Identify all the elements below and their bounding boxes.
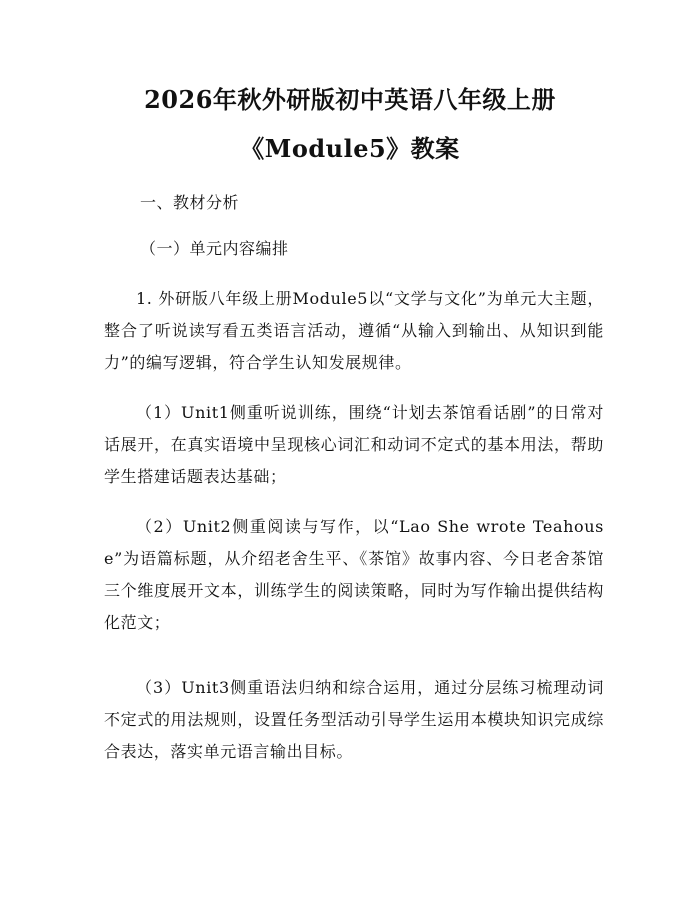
- document-title-line-1: 2026年秋外研版初中英语八年级上册: [144, 85, 556, 114]
- document-title-line-2: 《Module5》教案: [240, 134, 460, 163]
- paragraph-unit3: （3）Unit3侧重语法归纳和综合运用，通过分层练习梳理动词不定式的用法规则，设置任务型活动引导学生运用本模块知识完成综合表达，落实单元语言输出目标。: [104, 678, 604, 761]
- paragraph-overview: 1. 外研版八年级上册Module5以“文学与文化”为单元大主题，整合了听说读写看五类语言活动，遵循“从输入到输出、从知识到能力”的编写逻辑，符合学生认知发展规律。: [104, 289, 604, 372]
- section-heading: 一、教材分析: [140, 193, 240, 212]
- paragraph-unit2: （2）Unit2侧重阅读与写作，以“Lao She wrote Teahouse”为语篇标题，从介绍老舍生平、《茶馆》故事内容、今日老舍茶馆三个维度展开文本，训练学生的阅读策略，同时为写作输出提供结构化范文；: [104, 517, 604, 632]
- paragraph-unit1: （1）Unit1侧重听说训练，围绕“计划去茶馆看话剧”的日常对话展开，在真实语境中呈现核心词汇和动词不定式的基本用法，帮助学生搭建话题表达基础；: [104, 403, 604, 486]
- subsection-heading: （一）单元内容编排: [140, 239, 289, 258]
